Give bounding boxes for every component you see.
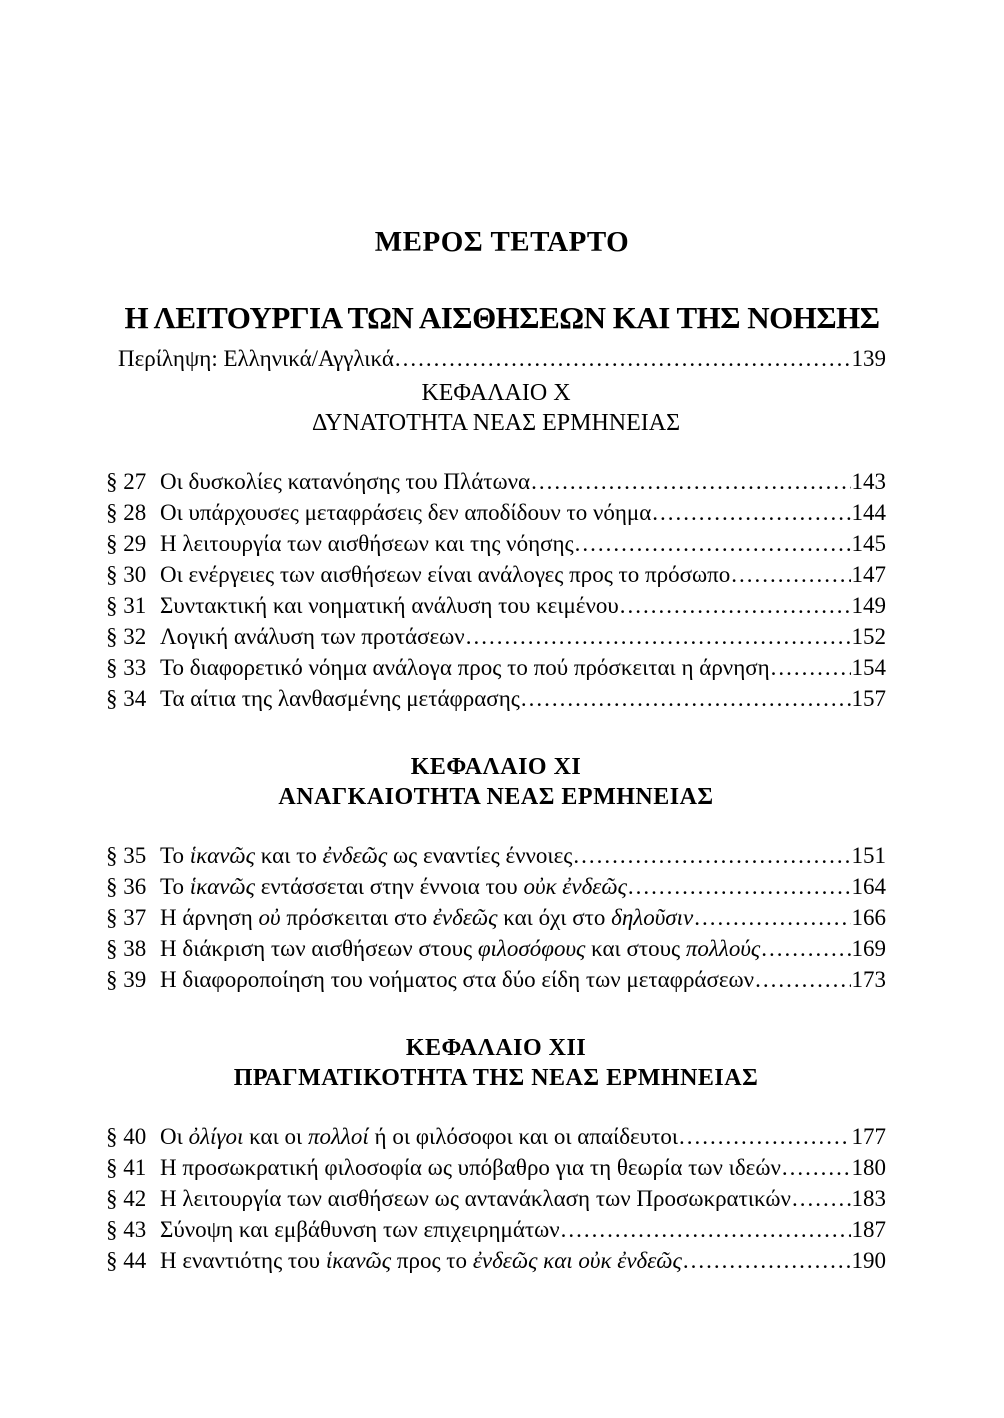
entry-page-number: 190 bbox=[851, 1248, 886, 1273]
entry-page-number: 183 bbox=[851, 1186, 886, 1211]
entry-text bbox=[160, 559, 730, 590]
entry-number: § 42 bbox=[106, 1186, 147, 1211]
dot-leader bbox=[531, 466, 850, 497]
toc-entry-row bbox=[106, 1245, 886, 1276]
dot-leader bbox=[620, 590, 851, 621]
toc-entry-row bbox=[106, 964, 886, 995]
summary-label: Περίληψη: Ελληνικά/Αγγλικά bbox=[118, 346, 394, 371]
entry-text bbox=[160, 871, 627, 902]
entry-text bbox=[160, 683, 520, 714]
chapter-title: ΚΕΦΑΛΑΙΟ Χ bbox=[421, 380, 571, 406]
entry-page-number: 177 bbox=[851, 1124, 886, 1149]
entry-text-segment: Οι bbox=[160, 1124, 189, 1149]
entry-text bbox=[160, 497, 651, 528]
entry-number: § 31 bbox=[106, 593, 147, 618]
entry-text-segment: Η διαφοροποίηση του νοήματος στα δύο είδη των μεταφράσεων bbox=[160, 967, 755, 992]
entry-number: § 35 bbox=[106, 843, 147, 868]
entry-text bbox=[160, 1214, 560, 1245]
toc-entry-row bbox=[106, 590, 886, 621]
entry-text bbox=[160, 902, 693, 933]
toc-entry-row bbox=[106, 933, 886, 964]
entry-text-segment: Οι ενέργειες των αισθήσεων είναι ανάλογες προς το πρόσωπο bbox=[160, 562, 731, 587]
chapter-section bbox=[106, 378, 886, 714]
entry-text-italic-segment: οὐκ ἐνδεῶς bbox=[523, 874, 627, 899]
dot-leader bbox=[782, 1152, 851, 1183]
entry-text bbox=[160, 528, 574, 559]
entry-number: § 27 bbox=[106, 469, 147, 494]
entry-text-segment: Η λειτουργία των αισθήσεων και της νόησης bbox=[160, 531, 574, 556]
entry-text-segment: ως εναντίες έννοιες bbox=[387, 843, 573, 868]
summary-page-number: 139 bbox=[851, 346, 886, 371]
entry-number: § 32 bbox=[106, 624, 147, 649]
entry-page-number: 166 bbox=[851, 905, 886, 930]
entry-text-italic-segment: ὀλίγοι bbox=[188, 1124, 244, 1149]
chapter-entries bbox=[106, 840, 886, 995]
entry-page-number: 144 bbox=[851, 500, 886, 525]
entry-text-segment: Το bbox=[160, 874, 190, 899]
entry-text-segment: πρόσκειται στο bbox=[280, 905, 433, 930]
dot-leader bbox=[731, 559, 850, 590]
dot-leader bbox=[694, 902, 850, 933]
entry-text-italic-segment: πολλοί bbox=[307, 1124, 369, 1149]
entry-page-number: 169 bbox=[851, 936, 886, 961]
entry-number: § 34 bbox=[106, 686, 147, 711]
dot-leader bbox=[755, 964, 850, 995]
chapter-section bbox=[106, 752, 886, 995]
entry-text-italic-segment: ἐνδεῶς bbox=[432, 905, 498, 930]
summary-entry bbox=[118, 344, 886, 374]
entry-text-italic-segment: πολλούς bbox=[685, 936, 761, 961]
entry-page-number: 164 bbox=[851, 874, 886, 899]
dot-leader bbox=[628, 871, 851, 902]
entry-text bbox=[160, 1152, 781, 1183]
entry-text-segment: προς το bbox=[391, 1248, 473, 1273]
toc-entry-row bbox=[106, 840, 886, 871]
main-title: Η ΛΕΙΤΟΥΡΓΙΑ ΤΩΝ ΑΙΣΘΗΣΕΩΝ ΚΑΙ ΤΗΣ ΝΟΗΣΗΣ bbox=[124, 300, 880, 335]
entry-text-italic-segment: ἱκανῶς bbox=[189, 843, 256, 868]
entry-text-segment: Λογική ανάλυση των προτάσεων bbox=[160, 624, 465, 649]
entry-text-segment: Τα αίτια της λανθασμένης μετάφρασης bbox=[160, 686, 520, 711]
toc-entry-row bbox=[106, 871, 886, 902]
entry-text bbox=[160, 964, 754, 995]
toc-entry-row bbox=[106, 902, 886, 933]
chapter-subtitle: ΔΥΝΑΤΟΤΗΤΑ ΝΕΑΣ ΕΡΜΗΝΕΙΑΣ bbox=[311, 410, 681, 436]
entry-page-number: 180 bbox=[851, 1155, 886, 1180]
entry-text bbox=[160, 933, 760, 964]
entry-text-segment: και στους bbox=[585, 936, 686, 961]
chapter-subtitle: ΠΡΑΓΜΑΤΙΚΟΤΗΤΑ ΤΗΣ ΝΕΑΣ ΕΡΜΗΝΕΙΑΣ bbox=[233, 1065, 759, 1091]
dot-leader bbox=[792, 1183, 851, 1214]
entry-number: § 43 bbox=[106, 1217, 147, 1242]
entry-text-segment: Η εναντιότης του bbox=[160, 1248, 326, 1273]
entry-number: § 28 bbox=[106, 500, 147, 525]
entry-number: § 38 bbox=[106, 936, 147, 961]
dot-leader bbox=[679, 1121, 850, 1152]
entry-text-segment: και οι bbox=[243, 1124, 308, 1149]
entry-text-italic-segment: οὐ bbox=[258, 905, 281, 930]
dot-leader bbox=[683, 1245, 851, 1276]
dot-leader bbox=[561, 1214, 851, 1245]
entry-text-italic-segment: φιλοσόφους bbox=[477, 936, 586, 961]
entry-number: § 30 bbox=[106, 562, 147, 587]
chapter-title: ΚΕΦΑΛΑΙΟ ΧΙ bbox=[410, 754, 582, 780]
toc-entry-row bbox=[106, 621, 886, 652]
entry-text-italic-segment: δηλοῦσιν bbox=[611, 905, 694, 930]
entry-page-number: 143 bbox=[851, 469, 886, 494]
entry-text-segment: Οι δυσκολίες κατανόησης του Πλάτωνα bbox=[160, 469, 531, 494]
entry-text-segment: και όχι στο bbox=[497, 905, 612, 930]
entry-text bbox=[160, 1183, 791, 1214]
entry-number: § 40 bbox=[106, 1124, 147, 1149]
toc-entry-row bbox=[106, 1152, 886, 1183]
entry-page-number: 145 bbox=[851, 531, 886, 556]
entry-page-number: 173 bbox=[851, 967, 886, 992]
dot-leader bbox=[575, 528, 851, 559]
toc-entry-row bbox=[106, 1183, 886, 1214]
entry-text-segment: Η προσωκρατική φιλοσοφία ως υπόβαθρο για τη θεωρία των ιδεών bbox=[160, 1155, 781, 1180]
entry-text-segment: Οι υπάρχουσες μεταφράσεις δεν αποδίδουν το νόημα bbox=[160, 500, 652, 525]
entry-text bbox=[160, 1121, 678, 1152]
entry-text-segment: εντάσσεται στην έννοια του bbox=[255, 874, 524, 899]
entry-page-number: 187 bbox=[851, 1217, 886, 1242]
chapters-container bbox=[106, 378, 886, 1276]
entry-text-italic-segment: ἐνδεῶς και οὐκ ἐνδεῶς bbox=[472, 1248, 682, 1273]
chapter-entries bbox=[106, 1121, 886, 1276]
entry-text bbox=[160, 840, 572, 871]
entry-page-number: 152 bbox=[851, 624, 886, 649]
entry-number: § 36 bbox=[106, 874, 147, 899]
entry-text bbox=[160, 590, 619, 621]
entry-page-number: 157 bbox=[851, 686, 886, 711]
toc-entry-row bbox=[106, 1214, 886, 1245]
toc-entry-row bbox=[106, 559, 886, 590]
chapter-title: ΚΕΦΑΛΑΙΟ ΧΙΙ bbox=[405, 1035, 587, 1061]
dot-leader bbox=[652, 497, 850, 528]
entry-text-segment: Συντακτική και νοηματική ανάλυση του κειμένου bbox=[160, 593, 619, 618]
entry-page-number: 154 bbox=[851, 655, 886, 680]
dot-leader bbox=[521, 683, 851, 714]
toc-entry-row bbox=[106, 528, 886, 559]
entry-text-segment: Το bbox=[160, 843, 190, 868]
entry-number: § 37 bbox=[106, 905, 147, 930]
entry-page-number: 151 bbox=[851, 843, 886, 868]
entry-number: § 33 bbox=[106, 655, 147, 680]
entry-text bbox=[160, 1245, 682, 1276]
part-title: ΜΕΡΟΣ ΤΕΤΑΡΤΟ bbox=[374, 226, 630, 258]
entry-number: § 44 bbox=[106, 1248, 147, 1273]
entry-text-segment: Σύνοψη και εμβάθυνση των επιχειρημάτων bbox=[160, 1217, 560, 1242]
entry-page-number: 149 bbox=[851, 593, 886, 618]
chapter-section bbox=[106, 1033, 886, 1276]
entry-number: § 39 bbox=[106, 967, 147, 992]
entry-text-segment: Η άρνηση bbox=[160, 905, 259, 930]
dot-leader bbox=[761, 933, 850, 964]
toc-entry-row bbox=[106, 1121, 886, 1152]
chapter-entries bbox=[106, 466, 886, 714]
entry-text bbox=[160, 621, 465, 652]
dot-leader bbox=[466, 621, 851, 652]
dot-leader bbox=[573, 840, 850, 871]
chapter-subtitle: ΑΝΑΓΚΑΙΟΤΗΤΑ ΝΕΑΣ ΕΡΜΗΝΕΙΑΣ bbox=[278, 784, 714, 810]
entry-page-number: 147 bbox=[851, 562, 886, 587]
dot-leader bbox=[771, 652, 851, 683]
entry-number: § 29 bbox=[106, 531, 147, 556]
entry-text-segment: Το διαφορετικό νόημα ανάλογα προς το πού πρόσκειται η άρνηση bbox=[160, 655, 770, 680]
entry-text-italic-segment: ἐνδεῶς bbox=[322, 843, 388, 868]
entry-text-segment: Η λειτουργία των αισθήσεων ως αντανάκλαση των Προσωκρατικών bbox=[160, 1186, 791, 1211]
entry-text-italic-segment: ἱκανῶς bbox=[325, 1248, 392, 1273]
toc-entry-row bbox=[106, 683, 886, 714]
dot-leader bbox=[395, 344, 851, 374]
entry-text-segment: και το bbox=[255, 843, 323, 868]
entry-text bbox=[160, 466, 530, 497]
toc-entry-row bbox=[106, 466, 886, 497]
toc-entry-row bbox=[106, 497, 886, 528]
entry-text bbox=[160, 652, 770, 683]
entry-text-segment: ή οι φιλόσοφοι και οι απαίδευτοι bbox=[368, 1124, 679, 1149]
toc-entry-row bbox=[106, 652, 886, 683]
entry-text-segment: Η διάκριση των αισθήσεων στους bbox=[160, 936, 478, 961]
entry-number: § 41 bbox=[106, 1155, 147, 1180]
entry-text-italic-segment: ἱκανῶς bbox=[189, 874, 256, 899]
